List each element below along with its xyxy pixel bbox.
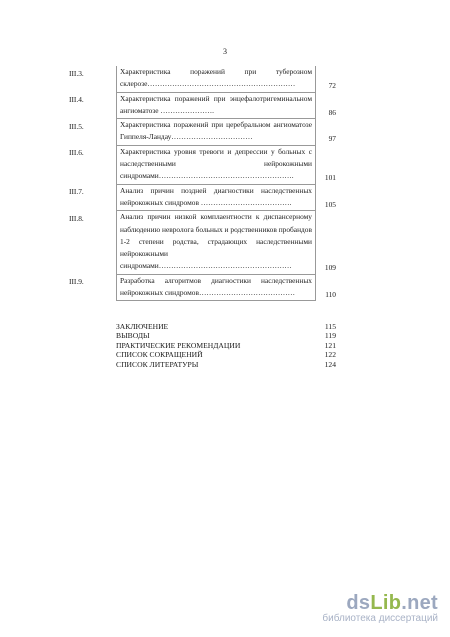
section-title: Характеристика поражений при энцефалотригеминальном ангиоматозе …………………. xyxy=(117,92,316,119)
final-section-title: СПИСОК ЛИТЕРАТУРЫ xyxy=(116,359,199,369)
final-section-title: СПИСОК СОКРАЩЕНИЙ xyxy=(116,350,203,360)
table-of-contents xyxy=(69,66,336,301)
page-number: 3 xyxy=(223,47,227,56)
logo-net: .net xyxy=(401,592,438,614)
toc-row xyxy=(69,211,336,274)
section-page: 86 xyxy=(328,107,336,117)
section-page: 109 xyxy=(324,263,336,273)
toc-row xyxy=(69,92,336,119)
dslib-logo xyxy=(322,592,438,615)
dslib-watermark xyxy=(322,592,438,624)
section-page: 97 xyxy=(328,134,336,144)
toc-row xyxy=(69,119,336,146)
section-page: 110 xyxy=(325,289,336,299)
final-section-page: 121 xyxy=(324,340,336,350)
toc-row xyxy=(69,274,336,301)
section-page: 101 xyxy=(324,173,336,183)
section-title: Анализ причин низкой комплаентности к диспансерному наблюдению невролога больных и родственников пробандов 1-2 степени родства, страдающих наследственными нейрокожными синдромами……………………………………………… xyxy=(117,211,316,274)
section-title: Разработка алгоритмов диагностики наследственных нейрокожных синдромов………………………………… xyxy=(117,274,316,301)
list-item xyxy=(116,322,336,331)
section-title: Характеристика поражений при церебральном ангиоматозе Гиппеля-Ландау…………………………… xyxy=(117,119,316,146)
section-page: 105 xyxy=(324,199,336,209)
final-section-page: 119 xyxy=(324,331,336,341)
list-item xyxy=(116,350,336,359)
final-section-page: 122 xyxy=(324,350,336,360)
section-title: Анализ причин поздней диагностики наследственных нейрокожных синдромов ………………………………. xyxy=(117,184,316,211)
final-section-page: 115 xyxy=(324,322,336,331)
section-number: III.3. xyxy=(69,69,84,78)
section-number: III.5. xyxy=(69,121,84,131)
list-item xyxy=(116,360,336,369)
section-number: III.8. xyxy=(69,213,84,223)
final-sections-list xyxy=(116,322,336,369)
list-item xyxy=(116,331,336,340)
final-section-title: ЗАКЛЮЧЕНИЕ xyxy=(116,322,169,331)
watermark-subtitle: библиотека диссертаций xyxy=(322,613,438,624)
final-section-title: ПРАКТИЧЕСКИЕ РЕКОМЕНДАЦИИ xyxy=(116,340,241,350)
toc-row xyxy=(69,66,336,92)
logo-lib: Lib xyxy=(370,592,402,614)
toc-row xyxy=(69,184,336,211)
section-number: III.7. xyxy=(69,187,84,197)
section-page: 72 xyxy=(328,81,336,91)
section-number: III.4. xyxy=(69,95,84,105)
final-section-title: ВЫВОДЫ xyxy=(116,331,150,341)
section-number: III.9. xyxy=(69,277,84,287)
section-number: III.6. xyxy=(69,148,84,158)
final-section-page: 124 xyxy=(324,359,336,369)
toc-row xyxy=(69,145,336,184)
logo-ds: ds xyxy=(346,592,371,614)
section-title: Характеристика уровня тревоги и депрессии у больных с наследственными нейрокожными синдромами………………………………………………. xyxy=(117,145,316,184)
list-item xyxy=(116,341,336,350)
section-title: Характеристика поражений при туберозном склерозе…………………………………………………… xyxy=(117,66,316,92)
